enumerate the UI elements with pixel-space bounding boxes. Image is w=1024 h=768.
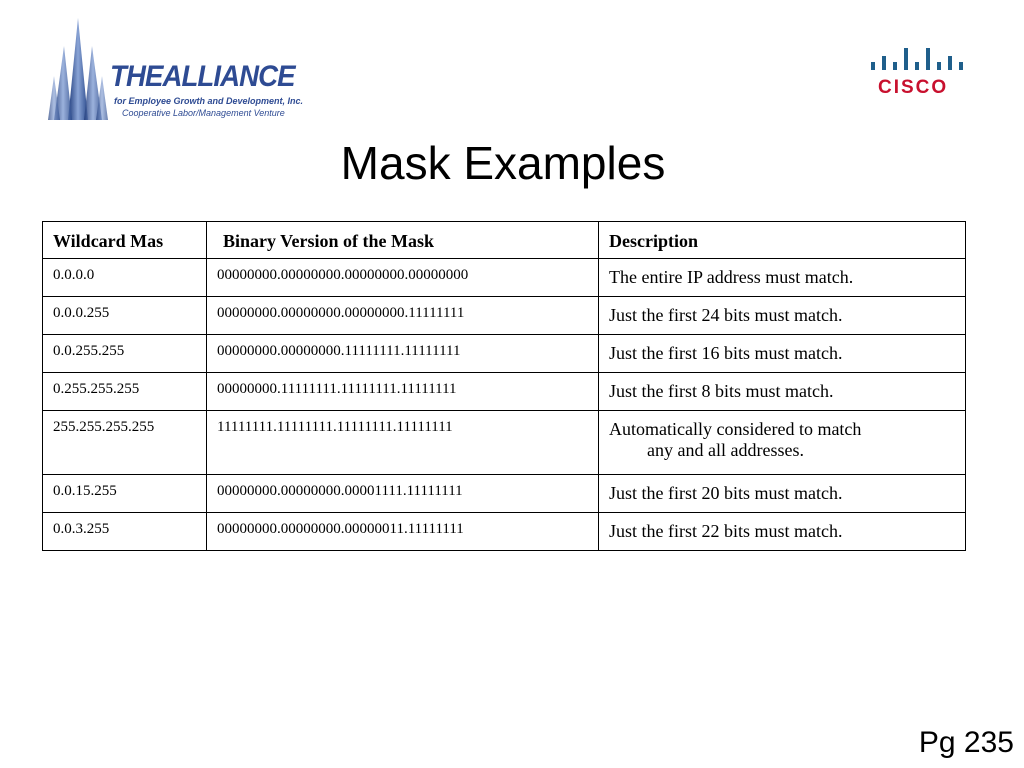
- binary-mask-cell: 11111111.11111111.11111111.11111111: [207, 411, 599, 475]
- description-cell: [599, 335, 966, 373]
- description-line: any and all addresses.: [647, 440, 804, 460]
- column-header-description: Description: [599, 222, 966, 259]
- column-header-binary: Binary Version of the Mask: [207, 222, 599, 259]
- alliance-towers-icon: [48, 16, 108, 126]
- description-cell: [599, 259, 966, 297]
- binary-mask-cell: 00000000.00000000.11111111.11111111: [207, 335, 599, 373]
- binary-mask-cell: 00000000.11111111.11111111.11111111: [207, 373, 599, 411]
- table-header-row: [43, 222, 966, 259]
- description-cell: [599, 297, 966, 335]
- table-row: [43, 259, 966, 297]
- slide-title: Mask Examples: [340, 137, 666, 189]
- binary-mask-cell: 00000000.00000000.00000000.00000000: [207, 259, 599, 297]
- column-header-wildcard: Wildcard Mas: [43, 222, 207, 259]
- wildcard-mask-cell: 0.0.0.255: [43, 297, 207, 335]
- binary-mask-cell: 00000000.00000000.00000011.11111111: [207, 513, 599, 551]
- cisco-bars-icon: [868, 44, 964, 76]
- cisco-wordmark: CISCO: [878, 77, 949, 98]
- table-row: [43, 297, 966, 335]
- table-row: [43, 513, 966, 551]
- description-cell: [599, 513, 966, 551]
- page-number: Pg 235: [918, 726, 1014, 759]
- description-cell: [599, 411, 966, 475]
- wildcard-mask-cell: 0.0.0.0: [43, 259, 207, 297]
- wildcard-mask-cell: 0.0.3.255: [43, 513, 207, 551]
- table-row: [43, 411, 966, 475]
- alliance-wordmark: THEALLIANCE: [110, 60, 295, 93]
- alliance-logo: [48, 16, 308, 126]
- description-line: Just the first 8 bits must match.: [609, 381, 834, 401]
- alliance-subtagline: Cooperative Labor/Management Venture: [122, 108, 285, 118]
- description-line: The entire IP address must match.: [609, 267, 854, 287]
- description-line: Automatically considered to match: [609, 419, 862, 439]
- description-cell: [599, 475, 966, 513]
- wildcard-mask-cell: 0.0.15.255: [43, 475, 207, 513]
- table-row: [43, 373, 966, 411]
- table-row: [43, 475, 966, 513]
- description-line: Just the first 22 bits must match.: [609, 521, 843, 541]
- description-cell: [599, 373, 966, 411]
- wildcard-mask-cell: 255.255.255.255: [43, 411, 207, 475]
- alliance-tagline: for Employee Growth and Development, Inc.: [114, 96, 304, 106]
- description-line: Just the first 16 bits must match.: [609, 343, 843, 363]
- wildcard-mask-cell: 0.0.255.255: [43, 335, 207, 373]
- mask-examples-table: [42, 221, 966, 551]
- description-line: Just the first 20 bits must match.: [609, 483, 843, 503]
- description-line: Just the first 24 bits must match.: [609, 305, 843, 325]
- binary-mask-cell: 00000000.00000000.00000000.11111111: [207, 297, 599, 335]
- wildcard-mask-cell: 0.255.255.255: [43, 373, 207, 411]
- table-row: [43, 335, 966, 373]
- cisco-logo: [868, 44, 964, 104]
- binary-mask-cell: 00000000.00000000.00001111.11111111: [207, 475, 599, 513]
